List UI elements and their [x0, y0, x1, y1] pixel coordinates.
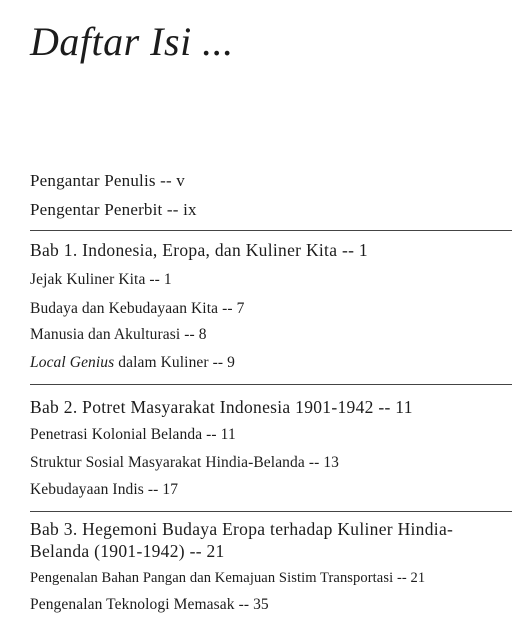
- chapter-heading-3-line1: Bab 3. Hegemoni Budaya Eropa terhadap Kuliner Hindia-: [30, 519, 454, 539]
- section-divider: [30, 384, 512, 385]
- toc-entry-remainder: dalam Kuliner -- 9: [114, 354, 235, 371]
- toc-entry-bahan-pangan: Pengenalan Bahan Pangan dan Kemajuan Sistim Transportasi -- 21: [30, 570, 426, 586]
- toc-entry-manusia-akulturasi: Manusia dan Akulturasi -- 8: [30, 326, 207, 343]
- toc-entry-budaya-kebudayaan: Budaya dan Kebudayaan Kita -- 7: [30, 300, 245, 317]
- toc-entry-struktur-sosial: Struktur Sosial Masyarakat Hindia-Belanda -- 13: [30, 454, 340, 471]
- toc-entry-pengantar-penulis: Pengantar Penulis -- v: [30, 171, 186, 190]
- toc-entry-italic-term: Local Genius: [30, 354, 115, 371]
- section-divider: [30, 230, 512, 231]
- chapter-heading-3-line2: Belanda (1901-1942) -- 21: [30, 541, 225, 561]
- toc-entry-teknologi-memasak: Pengenalan Teknologi Memasak -- 35: [30, 596, 269, 613]
- page-title: Daftar Isi ...: [30, 19, 234, 64]
- toc-entry-pengantar-penerbit: Pengentar Penerbit -- ix: [30, 200, 197, 219]
- chapter-heading-1: Bab 1. Indonesia, Eropa, dan Kuliner Kita -- 1: [30, 240, 368, 260]
- toc-entry-jejak-kuliner: Jejak Kuliner Kita -- 1: [30, 271, 172, 288]
- toc-entry-penetrasi-kolonial: Penetrasi Kolonial Belanda -- 11: [30, 426, 236, 443]
- section-divider: [30, 511, 512, 512]
- toc-entry-local-genius: [30, 354, 235, 372]
- chapter-heading-2: Bab 2. Potret Masyarakat Indonesia 1901-1942 -- 11: [30, 397, 413, 417]
- toc-entry-kebudayaan-indis: Kebudayaan Indis -- 17: [30, 481, 179, 498]
